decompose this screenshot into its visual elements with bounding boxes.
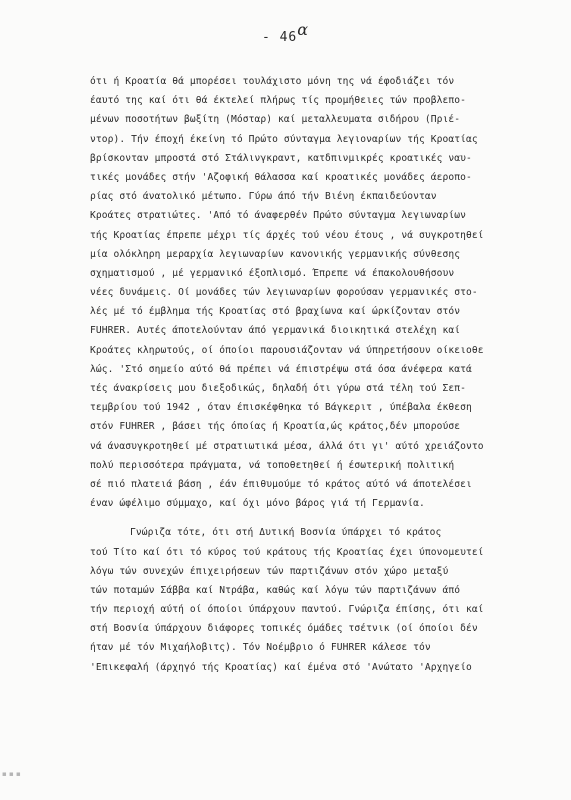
text-line: λώς. 'Στό σημείο αύτό θά πρέπει νά έπιστρέψω στά όσα άνέφερα κατά <box>90 363 472 375</box>
text-line: 'Επικεφαλή (άρχηγό τής Κροατίας) καί έμένα στό 'Ανώτατο 'Αρχηγείο <box>90 661 472 673</box>
page-number-text: - 46 <box>261 30 298 45</box>
text-line: τικές μονάδες στήν 'Αζοφική θάλασσα καί κροατικές μονάδες άεροπο- <box>90 171 472 183</box>
text-line: τές άνακρίσεις μου διεξοδικώς, δηλαδή ότι γύρω στά τέλη τού Σεπ- <box>90 383 467 394</box>
text-line: μένων ποσοτήτων βωξίτη (Μόσταρ) καί μεταλλευματα σιδήρου (Πριέ- <box>90 114 461 126</box>
body-text <box>90 72 540 677</box>
text-line: ρίας στό άνατολικό μέτωπο. Γύρω άπό τήν Βιένη έκπαιδεύονταν <box>90 191 437 203</box>
text-line: τήν περιοχή αύτή οί όποίοι ύπάρχουν παντού. Γνώριζα έπίσης, ότι καί <box>90 604 484 616</box>
text-line: ήταν μέ τόν Μιχαήλοβιτς). Τόν Νοέμβριο ό FUHRER κάλεσε τόν <box>90 642 431 654</box>
text-line: λές μέ τό έμβλημα τής Κροατίας στό βραχίωνα καί ώρκίζονταν στόν <box>90 306 461 318</box>
text-line: Κροάτες στρατιώτες. 'Από τό άναφερθέν Πρώτο σύνταγμα λεγιωναρίων <box>90 210 467 222</box>
text-line: νέες δυνάμεις. Οί μονάδες τών λεγιωναρίων φορούσαν γερμανικές στο- <box>90 287 478 299</box>
text-line: τού Τίτο καί ότι τό κύρος τού κράτους τής Κροατίας έχει ύπονομευτεί <box>90 546 484 558</box>
text-line: έναν ώφέλιμο σύμμαχο, καί όχι μόνο βάρος γιά τή Γερμανία. <box>90 498 425 510</box>
text-line: ντορ). Τήν έποχή έκείνη τό Πρώτο σύνταγμα λεγιοναρίων τής Κροατίας <box>90 133 478 145</box>
text-line: τεμβρίου τού 1942 , όταν έπισκέφθηκα τό Βάγκεριτ , ύπέβαλα έκθεση <box>90 402 472 414</box>
text-line: έαυτό της καί ότι θά έκτελεί πλήρως τίς προμήθειες τών προβλεπο- <box>90 95 467 107</box>
margin-mark: ▪ ▪ ▪ <box>2 770 21 778</box>
text-line: στόν FUHRER , βάσει τής όποίας ή Κροατία,ώς κράτος,δέν μπορούσε <box>90 421 461 433</box>
page-number <box>0 20 571 45</box>
text-line: τών ποταμών Σάββα καί Ντράβα, καθώς καί λόγω τών παρτιζάνων άπό <box>90 584 461 596</box>
text-line: σέ πιό πλατειά βάση , έάν έπιθυμούμε τό κράτος αύτό νά άποτελέσει <box>90 478 472 490</box>
text-line: μία ολόκληρη μεραρχία λεγιωναρίων κανονικής γερμανικής σύνθεσης <box>90 248 461 260</box>
text-line: στή Βοσνία ύπάρχουν διάφορες τοπικές όμάδες τσέτνικ (οί όποίοι δέν <box>90 623 478 635</box>
text-line: σχηματισμού , μέ γερμανικό έξοπλισμό. Έπρεπε νά έπακολουθήσουν <box>90 267 455 279</box>
text-line: τής Κροατίας έπρεπε μέχρι τίς άρχές τού νέου έτους , νά συγκροτηθεί <box>90 229 484 241</box>
text-line: FUHRER. Αυτές άποτελούνταν άπό γερμανικά διοικητικά στελέχη καί <box>90 325 461 337</box>
text-line: ότι ή Κροατία θά μπορέσει τουλάχιστο μόνη της νά έφοδιάζει τόν <box>90 76 455 87</box>
text-line: Γνώριζα τότε, ότι στή Δυτική Βοσνία ύπάρχει τό κράτος <box>130 527 442 539</box>
page-number-suffix: α <box>297 20 310 39</box>
text-line: βρίσκονταν μπροστά στό Στάλινγκραντ, κατδπινμικρές κροατικές ναυ- <box>90 152 472 164</box>
text-line: Κροάτες κληρωτούς, οί όποίοι παρουσιάζονταν νά ύπηρετήσουν οίκειοθε <box>90 344 484 356</box>
text-line: νά άνασυγκροτηθεί μέ στρατιωτικά μέσα, άλλά ότι γι' αύτό χρειάζοντο <box>90 440 484 452</box>
text-line: πολύ περισσότερα πράγματα, νά τοποθετηθεί ή έσωτερική πολιτική <box>90 459 455 471</box>
text-line: λόγω τών συνεχών έπιχειρήσεων τών παρτιζάνων στόν χώρο μεταξύ <box>90 565 449 577</box>
